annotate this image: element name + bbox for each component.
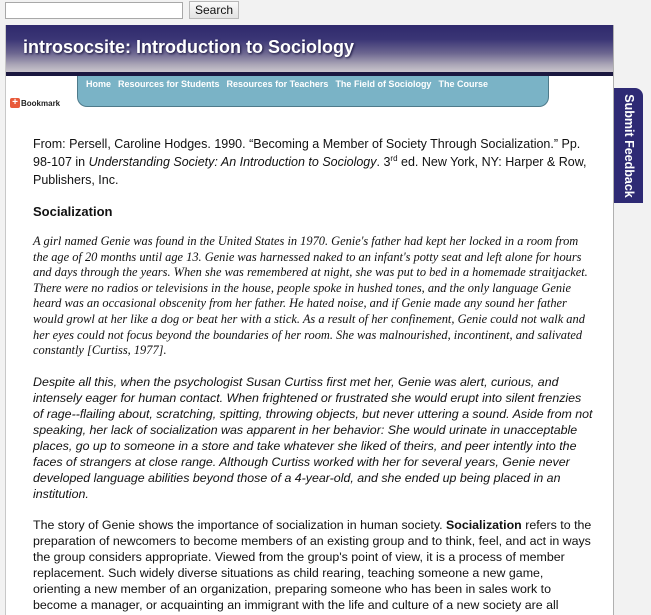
bookmark-label: Bookmark: [21, 98, 61, 108]
nav-item-field-of-sociology[interactable]: The Field of Sociology: [335, 79, 432, 89]
search-button[interactable]: Search: [189, 1, 239, 19]
citation-part2: . 3: [376, 155, 391, 169]
search-bar: [5, 0, 239, 20]
main-nav: [77, 76, 549, 107]
site-header: [6, 25, 613, 72]
nav-item-resources-students[interactable]: Resources for Students: [118, 79, 220, 89]
nav-item-the-course[interactable]: The Course: [438, 79, 488, 89]
site-title: introsocsite: Introduction to Sociology: [23, 37, 354, 57]
article-content: [33, 135, 593, 613]
paragraph-part2: refers to the preparation of newcomers to become members of an existing group and to think, feel, and act in ways the group considers appropriate. Viewed from the group's point of view, it is a process of member replacement. Such widely diverse situations as child rearing, teaching someone a new game, orienting a new member of an organization, preparing someone who has been in sales work to become a manager, or acquainting an immigrant with the life and culture of a new society are all: [33, 517, 592, 612]
citation-part1: From: Persell, Caroline Hodges. 1990. “Becoming a Member of Society Through Socialization.” Pp. 98-107 in: [33, 137, 581, 169]
plus-icon: +: [10, 98, 20, 108]
paragraph-part1: The story of Genie shows the importance of socialization in human society.: [33, 517, 446, 532]
submit-feedback-label: Submit Feedback: [621, 93, 636, 198]
section-heading: Socialization: [33, 204, 113, 219]
page-container: [5, 25, 614, 615]
paragraph-socialization: [33, 517, 593, 613]
book-title: Understanding Society: An Introduction to Sociology: [88, 155, 377, 169]
nav-item-resources-teachers[interactable]: Resources for Teachers: [226, 79, 329, 89]
genie-quote: A girl named Genie was found in the United States in 1970. Genie's father had kept her locked in a room from the age of 20 months until age 13. Genie was harnessed naked to an infant's potty seat and left alone for hours and days through the years. When she was remembered at night, she was put to bed in a homemade straitjacket. There were no radios or televisions in the house, people spoke in hushed tones, and the only language Genie heard was an occasional obscenity from her father. He hated noise, and if Genie made any sound her father would growl at her like a dog or beat her with a stick. As a result of her confinement, Genie could not walk and her eyes could not focus beyond the boundaries of her room. She was malnourished, incontinent, and salivated constantly [Curtiss, 1977].: [33, 234, 588, 358]
search-input[interactable]: [5, 2, 183, 19]
nav-item-home[interactable]: Home: [86, 79, 112, 89]
citation-superscript: rd: [390, 153, 398, 163]
bookmark-button[interactable]: [10, 98, 60, 108]
submit-feedback-tab[interactable]: [614, 88, 643, 203]
paragraph-curtiss: Despite all this, when the psychologist Susan Curtiss first met her, Genie was alert, curious, and intensely eager for human contact. When frightened or frustrated she would erupt into silent frenzies of rage--flailing about, scratching, spitting, throwing objects, but never uttering a sound. Aside from not speaking, her lack of socialization was apparent in her behavior: She would urinate in unacceptable places, go up to someone in a store and take whatever she liked of theirs, and peer intently into the faces of strangers at close range. Although Curtiss worked with her for several years, Genie never developed language abilities beyond those of a 4-year-old, and she ended up being placed in an institution.: [33, 374, 593, 501]
citation-part3: ed. New York, NY: Harper & Row, Publishers, Inc.: [33, 155, 587, 187]
socialization-term: Socialization: [446, 517, 522, 532]
citation: [33, 135, 593, 189]
